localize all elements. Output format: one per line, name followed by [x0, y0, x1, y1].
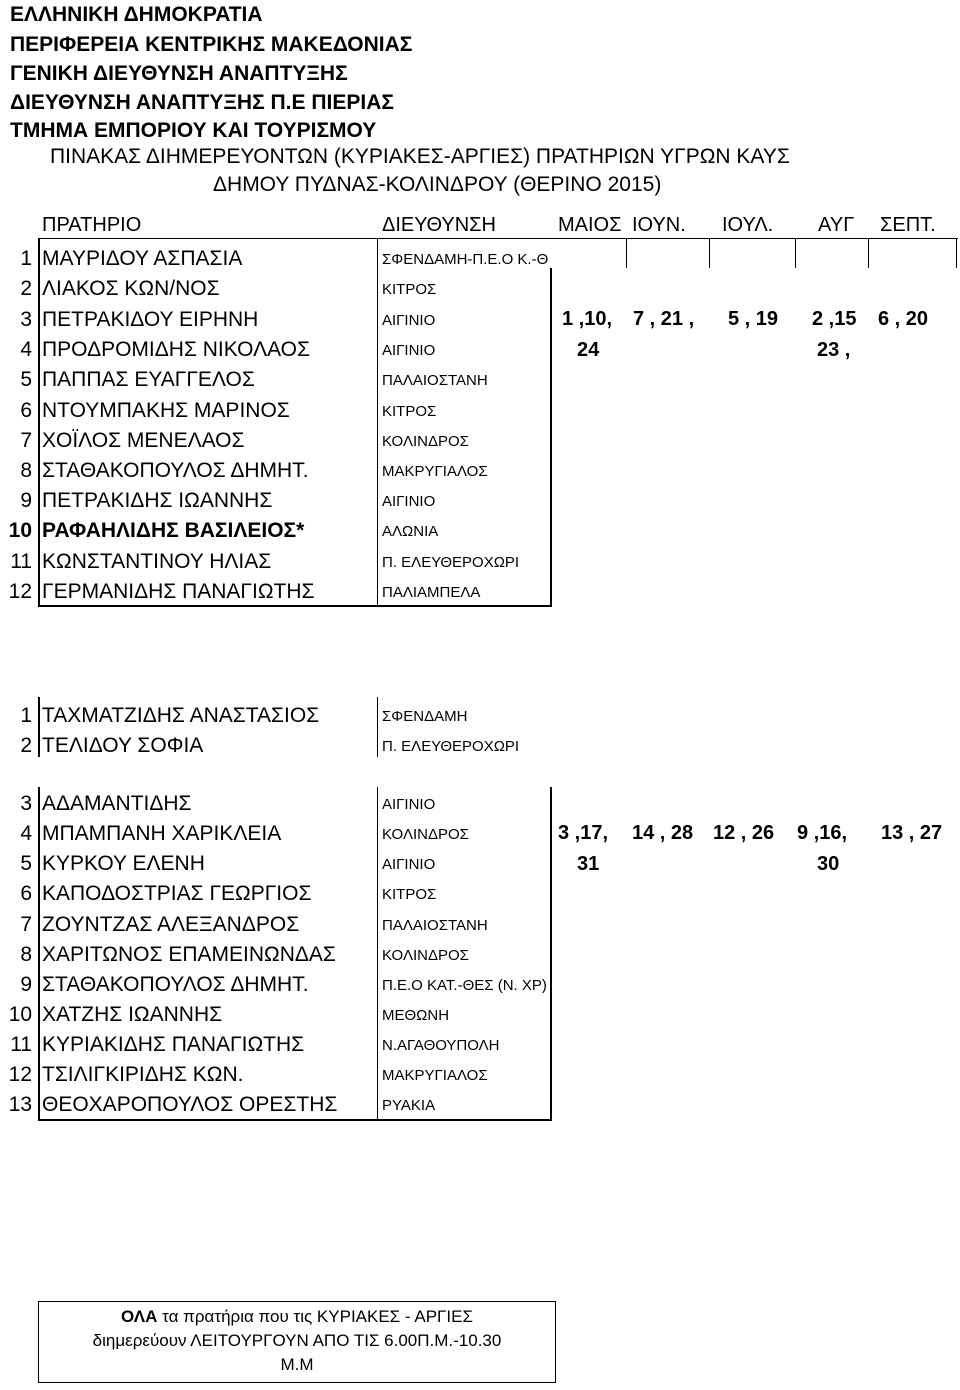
station-name: ΠΕΤΡΑΚΙΔΟΥ ΕΙΡΗΝΗ [42, 308, 259, 331]
dates-may-cont: 24 [577, 339, 600, 361]
station-address: ΜΕΘΩΝΗ [382, 1007, 450, 1024]
dates-may-cont: 31 [577, 853, 600, 875]
station-address: ΚΟΛΙΝΔΡΟΣ [382, 947, 469, 964]
station-name: ΧΑΡΙΤΩΝΟΣ ΕΠΑΜΕΙΝΩΝΔΑΣ [42, 943, 336, 966]
row-number: 10 [8, 1003, 32, 1026]
station-name: ΚΥΡΚΟΥ ΕΛΕΝΗ [42, 852, 205, 875]
station-name: ΜΠΑΜΠΑΝΗ ΧΑΡΙΚΛΕΙΑ [42, 822, 282, 845]
row-number: 9 [20, 489, 32, 512]
note-bold-word: ΟΛΑ [121, 1307, 158, 1326]
station-address: ΑΙΓΙΝΙΟ [382, 796, 436, 813]
station-name: ΠΕΤΡΑΚΙΔΗΣ ΙΩΑΝΝΗΣ [42, 489, 273, 512]
table1-top-line [38, 238, 958, 239]
note-line-3: Μ.Μ [280, 1355, 314, 1374]
header-line-3: ΓΕΝΙΚΗ ΔΙΕΥΘΥΝΣΗ ΑΝΑΠΤΥΞΗΣ [10, 62, 348, 85]
dates-may: 1 ,10, [562, 308, 613, 330]
station-name: ΓΕΡΜΑΝΙΔΗΣ ΠΑΝΑΓΙΩΤΗΣ [42, 580, 315, 603]
station-address: Π.Ε.Ο ΚΑΤ.-ΘΕΣ (Ν. ΧΡ) [382, 977, 547, 994]
station-address: ΚΙΤΡΟΣ [382, 886, 437, 903]
row-number: 7 [20, 429, 32, 452]
row-number: 2 [20, 277, 32, 300]
header-line-1: ΕΛΛΗΝΙΚΗ ΔΗΜΟΚΡΑΤΙΑ [10, 3, 263, 26]
column-header-july: ΙΟΥΛ. [722, 214, 774, 236]
row-number: 1 [20, 704, 32, 727]
row-number: 5 [20, 852, 32, 875]
table1-col-sep-4 [868, 238, 869, 268]
row-number: 8 [20, 459, 32, 482]
station-address: ΜΑΚΡΥΓΙΑΛΟΣ [382, 1067, 488, 1084]
dates-july: 5 , 19 [728, 308, 779, 330]
dates-august-cont: 23 , [817, 339, 851, 361]
row-number: 4 [20, 338, 32, 361]
station-address: ΑΙΓΙΝΙΟ [382, 342, 436, 359]
table2-name-divider-b [377, 787, 378, 1119]
station-address: ΑΙΓΙΝΙΟ [382, 493, 436, 510]
table2-left-line-a [38, 697, 40, 757]
table1-col-sep-1 [626, 238, 627, 268]
dates-may: 3 ,17, [558, 822, 609, 844]
station-name: ΚΑΠΟΔΟΣΤΡΙΑΣ ΓΕΩΡΓΙΟΣ [42, 882, 312, 905]
table2-name-divider-a [377, 697, 378, 757]
station-address: ΑΛΩΝΙΑ [382, 523, 439, 540]
table2-address-divider [550, 787, 552, 1119]
station-name: ΡΑΦΑΗΛΙΔΗΣ ΒΑΣΙΛΕΙΟΣ* [42, 519, 305, 542]
row-number: 6 [20, 399, 32, 422]
row-number: 4 [20, 822, 32, 845]
note-line-1-text: τα πρατήρια που τις ΚΥΡΙΑΚΕΣ - ΑΡΓΙΕΣ [157, 1307, 473, 1326]
station-address: ΡΥΑΚΙΑ [382, 1097, 436, 1114]
row-number: 6 [20, 882, 32, 905]
note-line-2: διημερεύουν ΛΕΙΤΟΥΡΓΟΥΝ ΑΠΟ ΤΙΣ 6.00Π.Μ.-10.30 [92, 1331, 502, 1350]
station-address: ΚΙΤΡΟΣ [382, 403, 437, 420]
station-name: ΚΩΝΣΤΑΝΤΙΝΟΥ ΗΛΙΑΣ [42, 550, 272, 573]
header-line-4: ΔΙΕΥΘΥΝΣΗ ΑΝΑΠΤΥΞΗΣ Π.Ε ΠΙΕΡΙΑΣ [10, 91, 394, 114]
row-number: 3 [20, 792, 32, 815]
station-address: ΚΟΛΙΝΔΡΟΣ [382, 433, 469, 450]
station-name: ΠΑΠΠΑΣ ΕΥΑΓΓΕΛΟΣ [42, 368, 255, 391]
station-address: Π. ΕΛΕΥΘΕΡΟΧΩΡΙ [382, 554, 520, 571]
column-header-station: ΠΡΑΤΗΡΙΟ [42, 214, 142, 236]
station-name: ΣΤΑΘΑΚΟΠΟΥΛΟΣ ΔΗΜΗΤ. [42, 973, 309, 996]
row-number: 11 [10, 1033, 32, 1056]
dates-june: 7 , 21 , [633, 308, 695, 330]
row-number: 9 [20, 973, 32, 996]
row-number: 1 [20, 247, 32, 270]
station-address: ΠΑΛΙΑΜΠΕΛΑ [382, 584, 481, 601]
dates-september: 13 , 27 [881, 822, 943, 844]
station-address: ΣΦΕΝΔΑΜΗ-Π.Ε.Ο Κ.-Θ [382, 251, 549, 268]
row-number: 2 [20, 734, 32, 757]
table2-bottom-line [38, 1119, 552, 1121]
header-line-2: ΠΕΡΙΦΕΡΕΙΑ ΚΕΝΤΡΙΚΗΣ ΜΑΚΕΔΟΝΙΑΣ [10, 33, 413, 56]
dates-august: 9 ,16, [797, 822, 848, 844]
row-number: 10 [8, 519, 32, 542]
station-name: ΧΑΤΖΗΣ ΙΩΑΝΝΗΣ [42, 1003, 223, 1026]
table1-name-divider [377, 238, 378, 605]
column-header-may: ΜΑΙΟΣ [558, 214, 622, 236]
dates-august-cont: 30 [817, 853, 840, 875]
station-name: ΝΤΟΥΜΠΑΚΗΣ ΜΑΡΙΝΟΣ [42, 399, 290, 422]
row-number: 13 [8, 1093, 32, 1116]
note-box [38, 1301, 556, 1383]
table1-address-divider [550, 268, 552, 605]
row-number: 8 [20, 943, 32, 966]
station-name: ΧΟΪΛΟΣ ΜΕΝΕΛΑΟΣ [42, 429, 245, 452]
row-number: 12 [8, 580, 32, 603]
header-line-5: ΤΜΗΜΑ ΕΜΠΟΡΙΟΥ ΚΑΙ ΤΟΥΡΙΣΜΟΥ [10, 119, 377, 142]
row-number: 12 [8, 1063, 32, 1086]
station-name: ΤΑΧΜΑΤΖΙΔΗΣ ΑΝΑΣΤΑΣΙΟΣ [42, 704, 320, 727]
station-address: ΑΙΓΙΝΙΟ [382, 312, 436, 329]
column-header-september: ΣΕΠΤ. [880, 214, 936, 236]
station-name: ΜΑΥΡΙΔΟΥ ΑΣΠΑΣΙΑ [42, 247, 243, 270]
table1-col-sep-5 [956, 238, 957, 268]
column-header-august: ΑΥΓ [818, 214, 855, 236]
table2-left-line-b [38, 787, 40, 1119]
row-number: 11 [10, 550, 32, 573]
table1-col-sep-2 [709, 238, 710, 268]
dates-june: 14 , 28 [632, 822, 694, 844]
dates-september: 6 , 20 [878, 308, 929, 330]
station-address: ΠΑΛΑΙΟΣΤΑΝΗ [382, 372, 488, 389]
station-address: Π. ΕΛΕΥΘΕΡΟΧΩΡΙ [382, 738, 520, 755]
dates-august: 2 ,15 [812, 308, 857, 330]
station-address: Ν.ΑΓΑΘΟΥΠΟΛΗ [382, 1037, 500, 1054]
page-title: ΠΙΝΑΚΑΣ ΔΙΗΜΕΡΕΥΟΝΤΩΝ (ΚΥΡΙΑΚΕΣ-ΑΡΓΙΕΣ) ΠΡΑΤΗΡΙΩΝ ΥΓΡΩΝ ΚΑΥΣ [50, 145, 790, 168]
row-number: 7 [20, 913, 32, 936]
column-header-june: ΙΟΥΝ. [632, 214, 686, 236]
station-address: ΣΦΕΝΔΑΜΗ [382, 708, 468, 725]
station-name: ΛΙΑΚΟΣ ΚΩΝ/ΝΟΣ [42, 277, 220, 300]
table1-col-sep-3 [795, 238, 796, 268]
row-number: 5 [20, 368, 32, 391]
table1-bottom-line [38, 605, 552, 607]
page-subtitle: ΔΗΜΟΥ ΠΥΔΝΑΣ-ΚΟΛΙΝΔΡΟΥ (ΘΕΡΙΝΟ 2015) [213, 173, 662, 196]
station-address: ΑΙΓΙΝΙΟ [382, 856, 436, 873]
station-name: ΤΕΛΙΔΟΥ ΣΟΦΙΑ [42, 734, 204, 757]
note-line-1 [39, 1305, 555, 1329]
station-address: ΚΙΤΡΟΣ [382, 281, 437, 298]
station-name: ΑΔΑΜΑΝΤΙΔΗΣ [42, 792, 192, 815]
station-name: ΘΕΟΧΑΡΟΠΟΥΛΟΣ ΟΡΕΣΤΗΣ [42, 1093, 338, 1116]
station-address: ΠΑΛΑΙΟΣΤΑΝΗ [382, 917, 488, 934]
station-name: ΖΟΥΝΤΖΑΣ ΑΛΕΞΑΝΔΡΟΣ [42, 913, 300, 936]
station-name: ΣΤΑΘΑΚΟΠΟΥΛΟΣ ΔΗΜΗΤ. [42, 459, 309, 482]
row-number: 3 [20, 308, 32, 331]
station-name: ΤΣΙΛΙΓΚΙΡΙΔΗΣ ΚΩΝ. [42, 1063, 244, 1086]
station-address: ΜΑΚΡΥΓΙΑΛΟΣ [382, 463, 488, 480]
table1-left-line [38, 238, 40, 605]
column-header-address: ΔΙΕΥΘΥΝΣΗ [382, 214, 496, 236]
station-address: ΚΟΛΙΝΔΡΟΣ [382, 826, 469, 843]
station-name: ΠΡΟΔΡΟΜΙΔΗΣ ΝΙΚΟΛΑΟΣ [42, 338, 310, 361]
dates-july: 12 , 26 [713, 822, 775, 844]
station-name: ΚΥΡΙΑΚΙΔΗΣ ΠΑΝΑΓΙΩΤΗΣ [42, 1033, 305, 1056]
